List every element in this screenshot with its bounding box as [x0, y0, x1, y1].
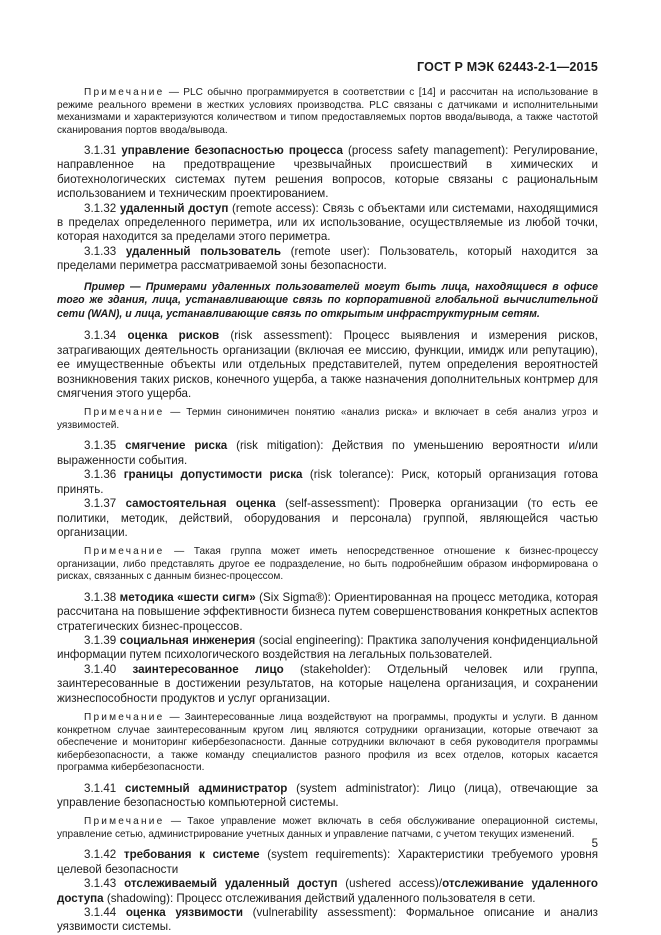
term-3-1-44	[57, 906, 598, 935]
term-definition: (stakeholder): Отдельный человек или группа, заинтересованные в достижении результатов, на которые нацелена организация, и сохранении жизнеспособности продуктов и услуг организации.	[57, 662, 598, 705]
term-3-1-34	[57, 329, 598, 401]
note-stakeholder	[57, 712, 598, 775]
term-title-alt: отслеживание удаленного доступа	[57, 877, 598, 905]
example-text: — Примерами удаленных пользователей могут быть лица, находящиеся в офисе того же здания, лица, устанавливающие связь по корпоративной глобальной вычислительной сети (WAN), и лица, устанавливающие связь по открытым инфраструктурным сетям.	[57, 280, 598, 320]
note-text: — Термин синонимичен понятию «анализ риска» и включает в себя анализ угроз и уязвимостей.	[57, 407, 598, 431]
term-3-1-37	[57, 497, 598, 540]
term-definition: (system requirements): Характеристики требуемого уровня целевой безопасности	[57, 848, 598, 876]
note-sysadmin	[57, 816, 598, 841]
term-title: методика «шести сигм»	[119, 590, 256, 604]
term-title: удаленный доступ	[119, 201, 229, 215]
term-definition: (social engineering): Практика заполучения конфиденциальной информации путем психологического воздействия на легальных пользователей.	[57, 634, 598, 662]
document-content	[57, 0, 598, 935]
term-title: оценка уязвимости	[125, 906, 244, 919]
note-label: Примечание	[84, 816, 165, 828]
term-title: оценка рисков	[127, 329, 220, 343]
term-definition: (shadowing): Процесс отслеживания действий удаленного пользователя в сети.	[103, 891, 536, 905]
term-number: 3.1.39	[84, 634, 117, 648]
term-number: 3.1.33	[84, 244, 117, 258]
term-number: 3.1.37	[84, 497, 117, 511]
term-definition: (risk mitigation): Действия по уменьшению вероятности и/или выраженности события.	[57, 439, 598, 467]
term-definition: (Six Sigma®): Ориентированная на процесс методика, которая рассчитана на повышение эффективности бизнеса путем совершенствования конкретных аспектов стратегических бизнес-процессов.	[57, 590, 598, 633]
term-number: 3.1.35	[84, 439, 117, 453]
term-title: границы допустимости риска	[123, 468, 303, 482]
term-title: самостоятельная оценка	[125, 497, 276, 511]
note-plc	[57, 87, 598, 137]
term-3-1-42	[57, 848, 598, 877]
note-text: — Такая группа может иметь непосредственное отношение к бизнес-процессу организации, либо представлять другое ее подразделение, но быть подробнейшим образом информирована о рисках, связанных с данным бизнес-процессом.	[57, 546, 598, 583]
term-title: управление безопасностью процесса	[121, 144, 343, 157]
term-3-1-39	[57, 634, 598, 663]
term-definition-mid: (ushered access)/	[337, 877, 443, 891]
example-label: Пример	[84, 280, 125, 293]
note-text: — Заинтересованные лица воздействуют на программы, продукты и услуги. В данном конкретном случае заинтересованным кругом лиц являются сотрудники организации, которые отвечают за обеспечение и мониторинг кибербезопасности. Данные сотрудники включают в себя руководителя программы кибербезопасности, а также команду специалистов разного профиля из всех отделов, которых касается программа кибербезопасности.	[57, 712, 598, 774]
term-title: социальная инженерия	[119, 634, 256, 648]
term-number: 3.1.43	[84, 877, 117, 891]
term-3-1-31	[57, 144, 598, 202]
term-3-1-32	[57, 202, 598, 245]
note-label: Примечание	[84, 546, 165, 558]
term-definition: (system administrator): Лицо (лица), отвечающие за управление безопасностью компьютерной системы.	[57, 781, 598, 809]
term-number: 3.1.44	[84, 906, 117, 919]
term-definition: (remote access): Связь с объектами или системами, находящимися в пределах определенного периметра, или их использование, осуществляемые из любой точки, которая находится за пределами этого периметра.	[57, 201, 598, 244]
term-number: 3.1.31	[84, 144, 117, 157]
term-3-1-43	[57, 877, 598, 906]
note-label: Примечание	[84, 712, 165, 724]
page-number: 5	[591, 838, 598, 850]
term-number: 3.1.36	[84, 468, 117, 482]
standard-number-header: ГОСТ Р МЭК 62443-2-1—2015	[417, 60, 598, 74]
term-number: 3.1.34	[84, 329, 117, 343]
term-3-1-36	[57, 468, 598, 497]
note-self-assessment	[57, 546, 598, 584]
note-risk-analysis	[57, 407, 598, 432]
term-definition: (risk tolerance): Риск, который организация готова принять.	[57, 468, 598, 496]
term-title: удаленный пользователь	[125, 244, 282, 258]
term-number: 3.1.41	[84, 781, 117, 795]
term-number: 3.1.38	[84, 590, 117, 604]
term-definition: (risk assessment): Процесс выявления и измерения рисков, затрагивающих деятельность организации (включая ее миссию, функции, имидж или репутацию), ее имущественные объекты или отдельных представителей, путем определения вероятностей возникновения таких рисков, конечного ущерба, а также назначения дополнительных контрмер для смягчения этого ущерба.	[57, 329, 598, 401]
term-3-1-35	[57, 439, 598, 468]
term-definition: (process safety management): Регулирование, направленное на предотвращение чрезвычайных происшествий в химических и биотехнологических системах путем решения вопросов, которые связаны с рациональным использованием и техническим проектированием.	[57, 144, 598, 201]
term-number: 3.1.32	[84, 201, 117, 215]
term-3-1-38	[57, 591, 598, 634]
example-remote-users	[57, 281, 598, 322]
term-3-1-41	[57, 782, 598, 811]
term-definition: (remote user): Пользователь, который находится за пределами периметра рассматриваемой зоны безопасности.	[57, 244, 598, 273]
term-definition: (vulnerability assessment): Формальное описание и анализ уязвимости системы.	[57, 906, 598, 934]
term-number: 3.1.42	[84, 848, 117, 862]
term-title: смягчение риска	[125, 439, 228, 453]
note-text: — Такое управление может включать в себя обслуживание операционной системы, управление сетью, администрирование учетных данных и управление патчами, с учетом текущих изменений.	[57, 816, 598, 840]
note-text: — PLC обычно программируется в соответствии с [14] и рассчитан на использование в режиме реального времени в жестких условиях производства. PLC связаны с датчиками и исполнительными механизмами и характеризуются количеством и типом предоставляемых портов ввода/вывода, а также частотой сканирования портов ввода/вывода.	[57, 87, 598, 136]
term-3-1-33	[57, 245, 598, 274]
note-label: Примечание	[84, 407, 165, 419]
term-number: 3.1.40	[84, 662, 117, 676]
term-title: требования к системе	[123, 848, 260, 862]
term-title: заинтересованное лицо	[132, 662, 284, 676]
note-label: Примечание	[84, 87, 165, 98]
term-3-1-40	[57, 663, 598, 706]
term-definition: (self-assessment): Проверка организации (то есть ее политики, методик, действий, оборудования и персонала) группой, являющейся частью организации.	[57, 497, 598, 539]
term-title: системный администратор	[125, 781, 288, 795]
term-title: отслеживаемый удаленный доступ	[124, 877, 338, 891]
